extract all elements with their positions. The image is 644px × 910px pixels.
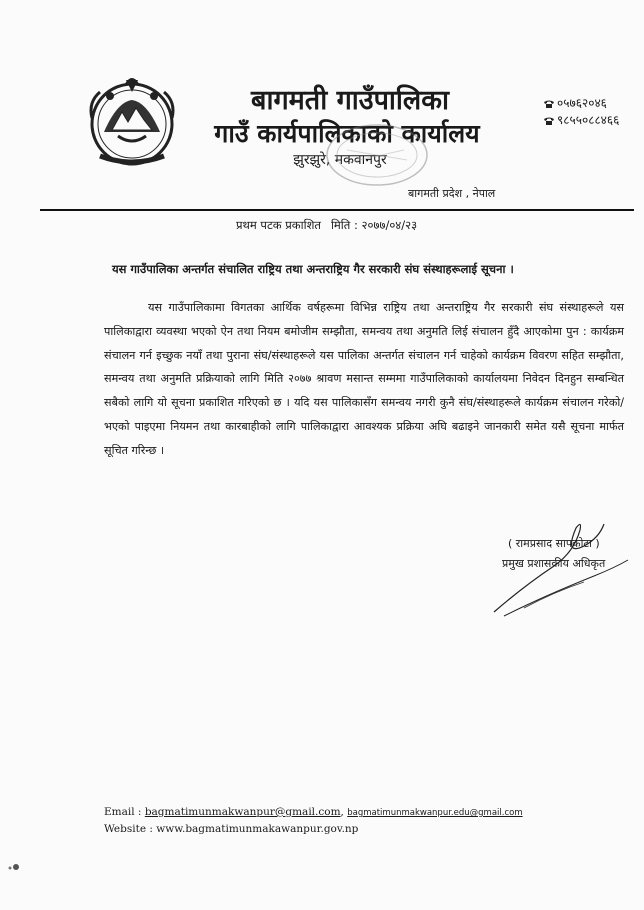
- contact-footer: [104, 804, 624, 837]
- email-link-secondary[interactable]: bagmatimunmakwanpur.edu@gmail.com: [347, 808, 523, 818]
- phone-number: ९८५५०८८४६६: [557, 113, 620, 127]
- nepal-emblem-logo: [82, 72, 182, 170]
- notice-body: यस गाउँपालिकामा विगतका आर्थिक वर्षहरूमा विभिन्न राष्ट्रिय तथा अन्तराष्ट्रिय गैर सरकारी संघ संस्थाहरूले यस पालिकाद्वारा व्यवस्था भएको ऐन तथा नियम बमोजीम सम्झौता, समन्वय तथा अनुमति लिई संचालन हुँदै आएकोमा पुन : कार्यक्रम संचालन गर्न इच्छुक नयाँ तथा पुराना संघ/संस्थाहरूले यस पालिका अन्तर्गत संचालन गर्न चाहेको कार्यक्रम विवरण सहित सम्झौता, समन्वय तथा अनुमति प्रक्रियाको लागि मिति २०७७ श्रावण मसान्त सम्ममा गाउँपालिकाको कार्यालयमा निवेदन दिनहुन सम्बन्धित सबैको लागि यो सूचना प्रकाशित गरिएको छ । यदि यस पालिकासँग समन्वय नगरी कुनै संघ/संस्थाहरूले कार्यक्रम संचालन गरेको/भएको पाइएमा नियमन तथा कारबाहीको लागि पालिकाद्वारा आवश्यक प्रक्रिया अघि बढाइने जानकारी समेत यसै सूचना मार्फत सूचित गरिन्छ ।: [104, 301, 624, 457]
- publication-line: [236, 218, 476, 233]
- office-title-sub: गाउँ कार्यपालिकाको कार्यालय: [214, 119, 480, 148]
- email-link-primary[interactable]: bagmatimunmakwanpur@gmail.com: [144, 806, 341, 818]
- website-label: Website :: [104, 823, 157, 835]
- publication-label: प्रथम पटक प्रकाशित: [236, 218, 321, 232]
- phone-icon: [543, 99, 555, 109]
- phone-row: [543, 112, 641, 129]
- email-separator: ,: [340, 806, 348, 818]
- publication-date: मिति : २०७७/०४/२३: [330, 218, 418, 232]
- header-divider: [40, 209, 634, 211]
- phone-row: [543, 95, 641, 112]
- phone-icon: [543, 116, 555, 126]
- website-link[interactable]: www.bagmatimunmakawanpur.gov.np: [156, 823, 359, 835]
- phone-numbers: [543, 95, 641, 129]
- office-title-main: बागमती गाउँपालिका: [251, 85, 449, 116]
- scan-speck: [6, 862, 22, 872]
- email-line: [104, 804, 624, 821]
- website-line: [104, 821, 624, 837]
- office-stamp: [322, 120, 432, 190]
- notice-subject: यस गाउँपालिका अन्तर्गत संचालित राष्ट्रिय तथा अन्तराष्ट्रिय गैर सरकारी संघ संस्थाहरूलाई सूचना ।: [112, 262, 514, 276]
- province-label: बागमती प्रदेश , नेपाल: [408, 187, 496, 200]
- email-label: Email :: [104, 806, 145, 818]
- phone-number: ०५७६२०४६: [557, 96, 607, 110]
- signatory-name: ( रामप्रसाद सापकोटा ): [508, 537, 600, 550]
- signatory-title: प्रमुख प्रशासकीय अधिकृत: [502, 557, 606, 570]
- office-location: झुरझुरे, मकवानपुर: [293, 152, 387, 168]
